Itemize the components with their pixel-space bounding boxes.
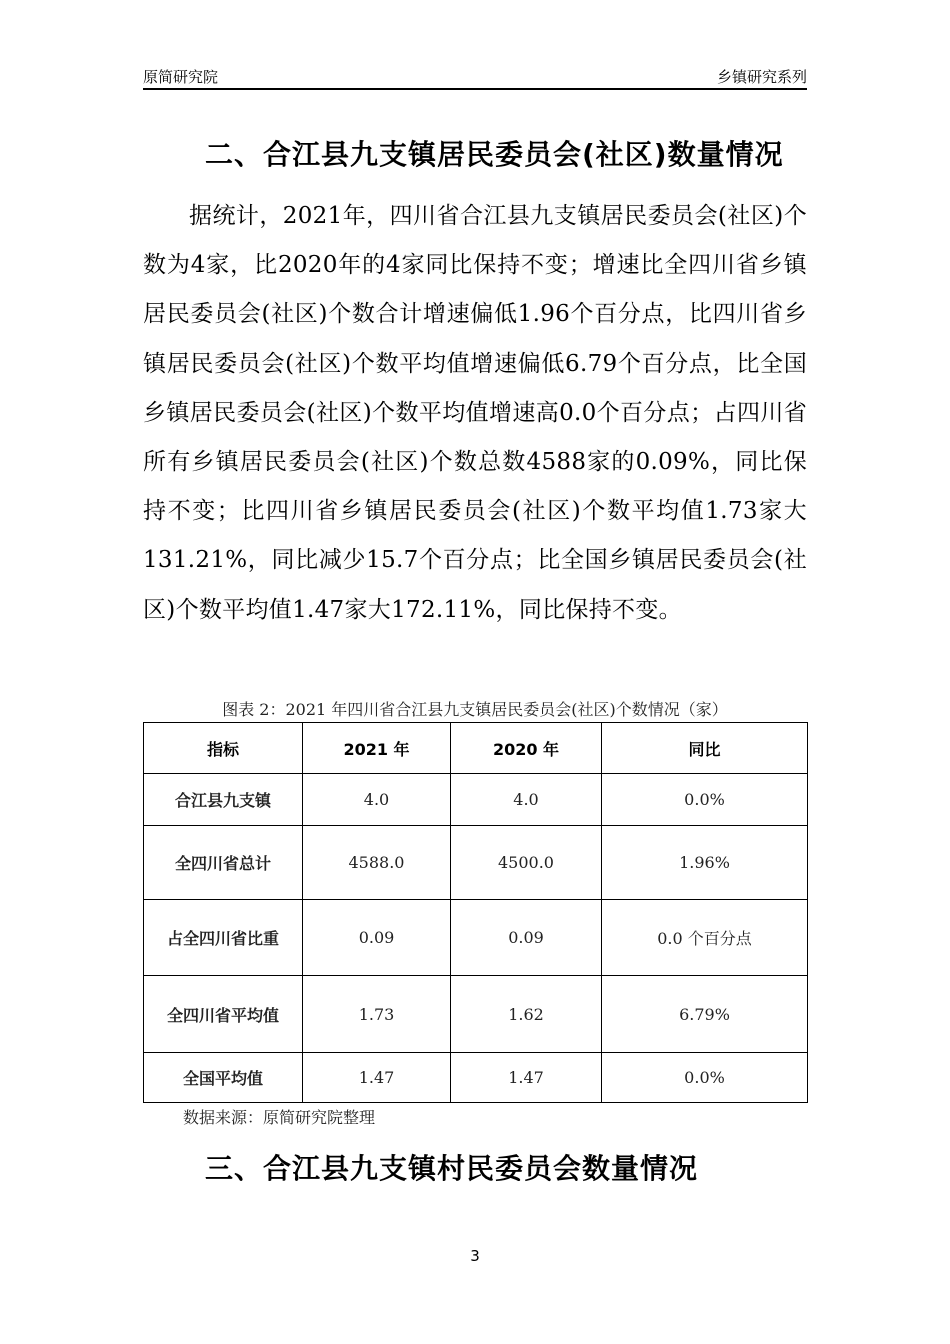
table-cell: 6.79% xyxy=(602,976,808,1053)
table-cell: 1.96% xyxy=(602,826,808,900)
table-header-cell: 2021 年 xyxy=(303,723,451,774)
table-row xyxy=(144,900,808,976)
table-row-label: 合江县九支镇 xyxy=(144,774,303,826)
table-cell: 1.47 xyxy=(303,1053,451,1103)
header-left-text: 原简研究院 xyxy=(143,68,219,86)
table-header-cell: 同比 xyxy=(602,723,808,774)
table-source-note: 数据来源：原简研究院整理 xyxy=(183,1108,376,1127)
section-title: 三、合江县九支镇村民委员会数量情况 xyxy=(205,1152,699,1185)
page-number: 3 xyxy=(470,1247,480,1265)
table-row xyxy=(144,976,808,1053)
table-row-label: 占全四川省比重 xyxy=(144,900,303,976)
data-table xyxy=(143,722,808,1103)
table-header-cell: 2020 年 xyxy=(451,723,602,774)
table-cell: 4.0 xyxy=(303,774,451,826)
table-header-row xyxy=(144,723,808,774)
table-cell: 1.62 xyxy=(451,976,602,1053)
table-cell: 0.0% xyxy=(602,774,808,826)
table-row xyxy=(144,774,808,826)
table-cell: 1.47 xyxy=(451,1053,602,1103)
table-row-label: 全四川省总计 xyxy=(144,826,303,900)
body-paragraph: 据统计，2021年，四川省合江县九支镇居民委员会(社区)个数为4家，比2020年的4家同比保持不变；增速比全四川省乡镇居民委员会(社区)个数合计增速偏低1.96个百分点，比四川省乡镇居民委员会(社区)个数平均值增速偏低6.79个百分点，比全国乡镇居民委员会(社区)个数平均值增速高0.0个百分点；占四川省所有乡镇居民委员会(社区)个数总数4588家的0.09%，同比保持不变；比四川省乡镇居民委员会(社区)个数平均值1.73家大131.21%，同比减少15.7个百分点；比全国乡镇居民委员会(社区)个数平均值1.47家大172.11%，同比保持不变。 xyxy=(143,203,807,623)
table-caption: 图表 2：2021 年四川省合江县九支镇居民委员会(社区)个数情况（家） xyxy=(222,700,728,719)
table-cell: 0.09 xyxy=(303,900,451,976)
table-cell: 1.73 xyxy=(303,976,451,1053)
section-title: 二、合江县九支镇居民委员会(社区)数量情况 xyxy=(205,138,784,171)
table-row-label: 全四川省平均值 xyxy=(144,976,303,1053)
header-right-text: 乡镇研究系列 xyxy=(716,68,807,86)
table-row-label: 全国平均值 xyxy=(144,1053,303,1103)
table-cell: 0.0 个百分点 xyxy=(602,900,808,976)
table-cell: 0.09 xyxy=(451,900,602,976)
table-row xyxy=(144,826,808,900)
table-cell: 4500.0 xyxy=(451,826,602,900)
table-cell: 4588.0 xyxy=(303,826,451,900)
table-header-cell: 指标 xyxy=(144,723,303,774)
table-row xyxy=(144,1053,808,1103)
header-divider xyxy=(143,88,807,90)
table-cell: 0.0% xyxy=(602,1053,808,1103)
table-cell: 4.0 xyxy=(451,774,602,826)
